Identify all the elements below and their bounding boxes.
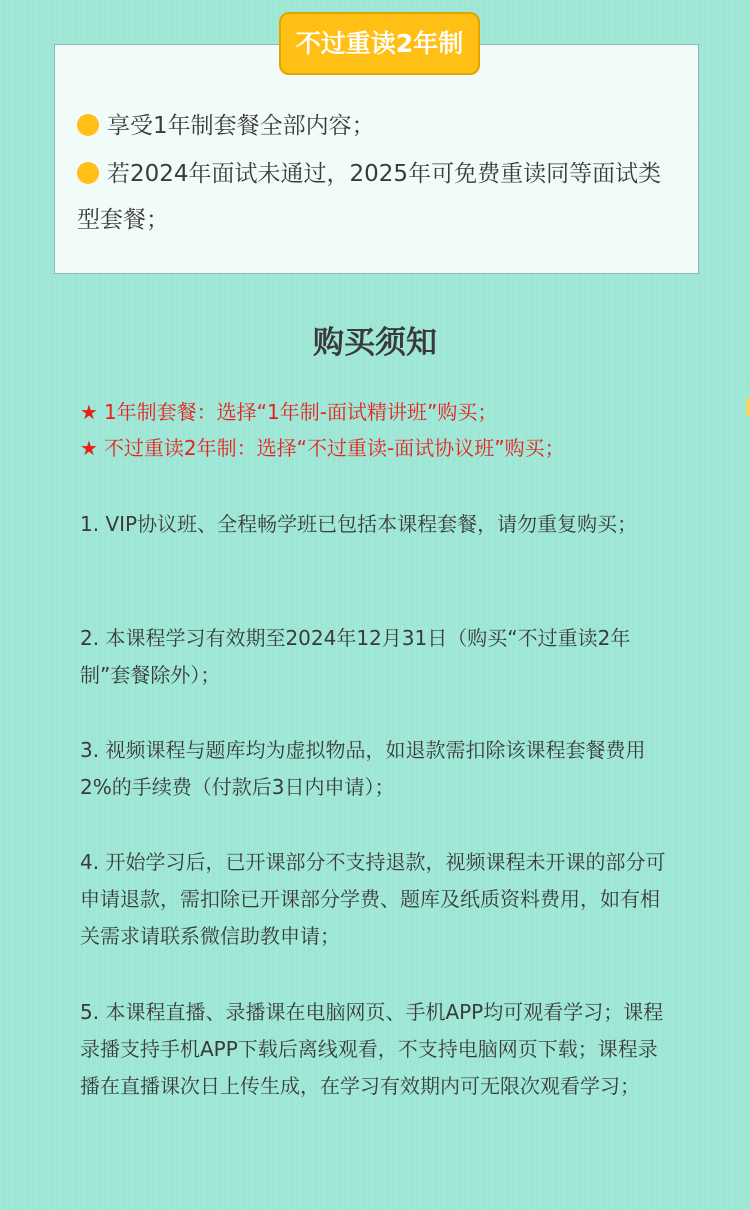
notice-item: 3. 视频课程与题库均为虚拟物品，如退款需扣除该课程套餐费用2%的手续费（付款后3日内申请）；: [80, 738, 646, 799]
package-title-badge: 不过重读2年制: [279, 12, 480, 75]
notice-item: 2. 本课程学习有效期至2024年12月31日（购买“不过重读2年制”套餐除外）；: [80, 626, 631, 687]
package-card: [54, 44, 699, 274]
benefit-text: 享受1年制套餐全部内容；: [107, 113, 375, 139]
bullet-dot-icon: [77, 114, 99, 136]
highlight-text: 1年制套餐：选择“1年制-面试精讲班”购买；: [103, 400, 498, 424]
notice-item: 1. VIP协议班、全程畅学班已包括本课程套餐，请勿重复购买；: [80, 512, 638, 536]
notice-title: 购买须知: [313, 325, 437, 361]
benefit-item: [77, 103, 375, 149]
highlight-text: 不过重读2年制：选择“不过重读-面试协议班”购买；: [103, 436, 565, 460]
star-icon: ★: [80, 400, 98, 424]
star-icon: ★: [80, 436, 98, 460]
benefit-text: 若2024年面试未通过，2025年可免费重读同等面试类型套餐；: [77, 161, 662, 233]
highlight-note: [80, 430, 565, 466]
notice-item: 5. 本课程直播、录播课在电脑网页、手机APP均可观看学习；课程录播支持手机APP下载后离线观看，不支持电脑网页下载；课程录播在直播课次日上传生成，在学习有效期内可无限次观看学习；: [80, 1000, 664, 1098]
highlight-note: [80, 394, 497, 430]
benefit-item: [77, 151, 677, 243]
edge-decoration: [746, 398, 750, 416]
notice-item: 4. 开始学习后，已开课部分不支持退款，视频课程未开课的部分可申请退款，需扣除已开课部分学费、题库及纸质资料费用，如有相关需求请联系微信助教申请；: [80, 850, 666, 948]
bullet-dot-icon: [77, 162, 99, 184]
